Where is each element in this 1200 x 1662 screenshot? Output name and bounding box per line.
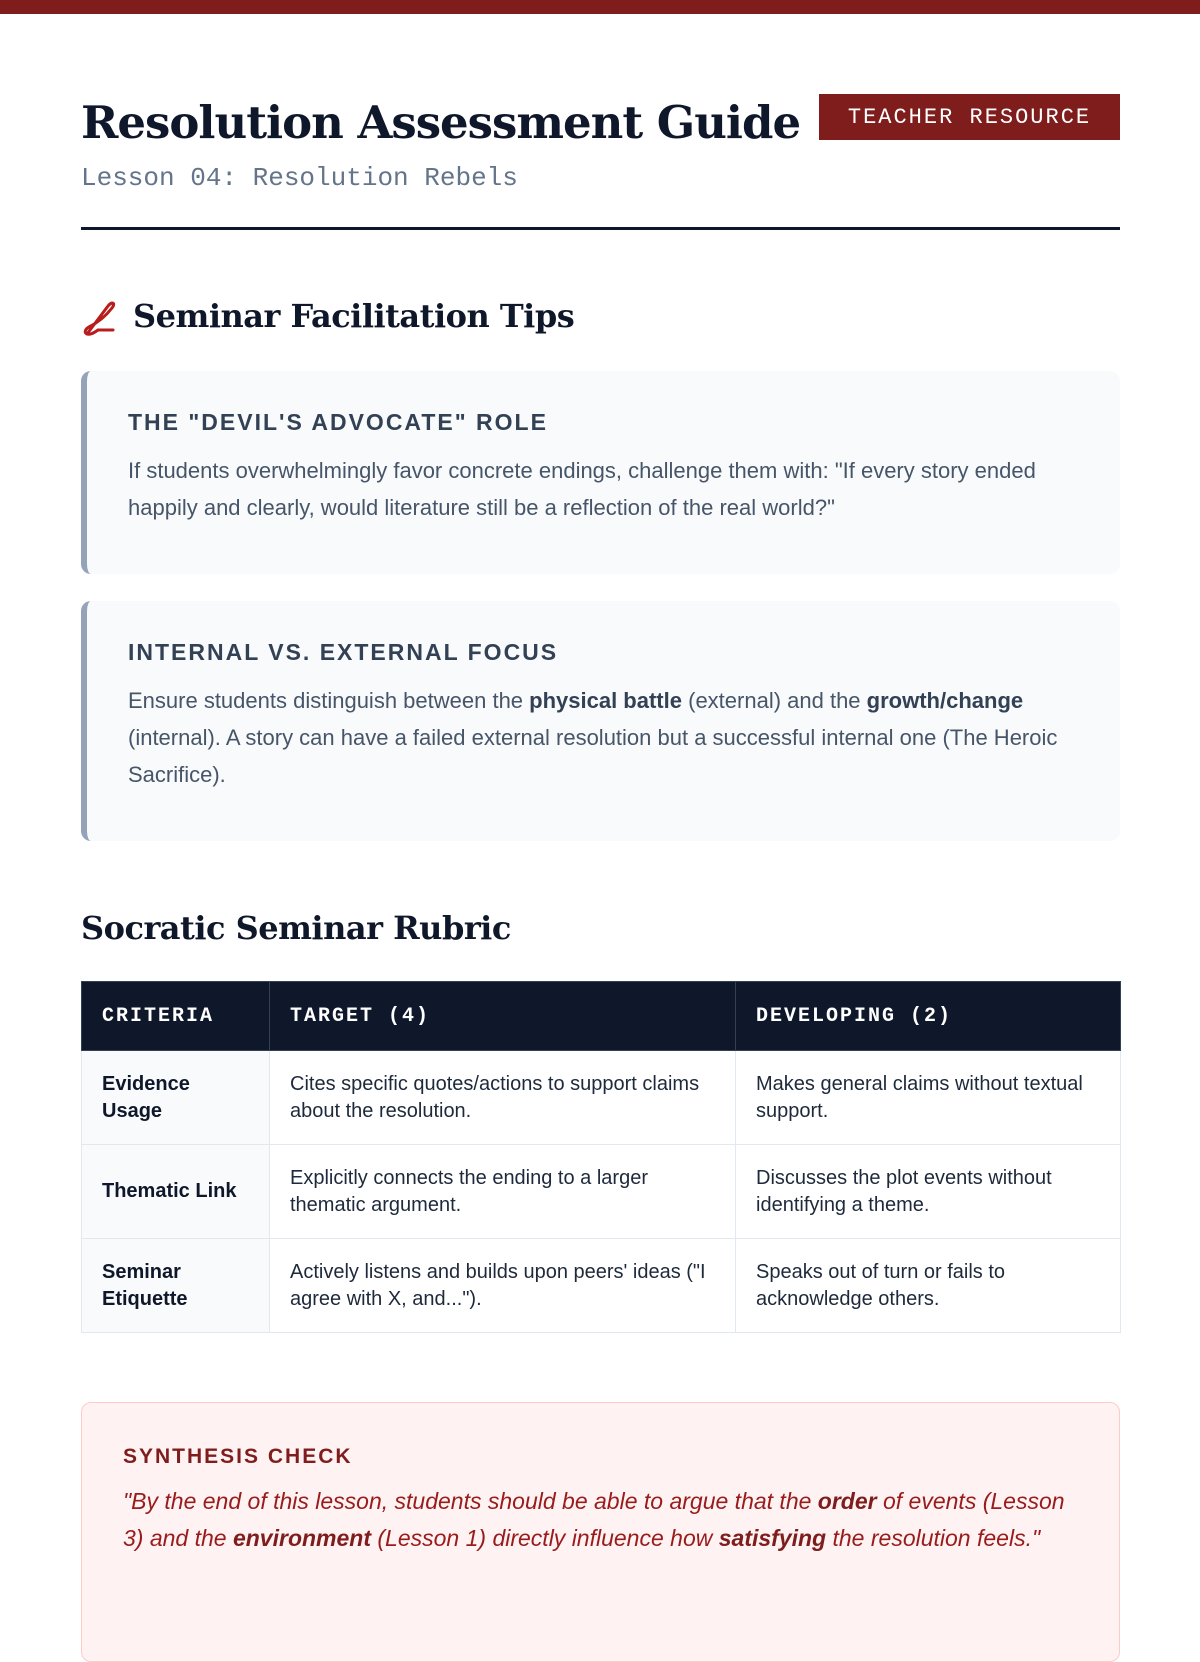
criteria-cell: Thematic Link bbox=[82, 1145, 270, 1239]
developing-cell: Makes general claims without textual support. bbox=[736, 1051, 1121, 1145]
tip-card-devils-advocate bbox=[81, 371, 1120, 574]
feather-pen-icon bbox=[81, 296, 117, 336]
tip-body bbox=[128, 682, 1080, 793]
quote-text: the resolution feels." bbox=[826, 1525, 1041, 1551]
quote-text: of events (Lesson 3) and the bbox=[123, 1488, 1065, 1551]
teacher-resource-badge: TEACHER RESOURCE bbox=[819, 94, 1120, 140]
developing-cell: Speaks out of turn or fails to acknowledge others. bbox=[736, 1239, 1121, 1333]
tip-emphasis: growth/change bbox=[866, 688, 1024, 713]
synthesis-quote bbox=[123, 1483, 1079, 1557]
target-cell: Cites specific quotes/actions to support claims about the resolution. bbox=[270, 1051, 736, 1145]
quote-text: "By the end of this lesson, students should be able to argue that the bbox=[123, 1488, 818, 1514]
criteria-cell: Seminar Etiquette bbox=[82, 1239, 270, 1333]
tip-emphasis: physical battle bbox=[529, 688, 682, 713]
quote-emphasis: order bbox=[817, 1488, 877, 1514]
tip-card-internal-external bbox=[81, 601, 1120, 841]
quote-emphasis: environment bbox=[232, 1525, 371, 1551]
target-cell: Explicitly connects the ending to a larger thematic argument. bbox=[270, 1145, 736, 1239]
synthesis-title: SYNTHESIS CHECK bbox=[123, 1445, 353, 1468]
rubric-section-title: Socratic Seminar Rubric bbox=[81, 909, 511, 947]
column-header-criteria: CRITERIA bbox=[82, 982, 270, 1051]
criteria-cell: Evidence Usage bbox=[82, 1051, 270, 1145]
tips-section-title: Seminar Facilitation Tips bbox=[133, 297, 575, 335]
quote-text: (Lesson 1) directly influence how bbox=[371, 1525, 719, 1551]
tip-text: (internal). A story can have a failed external resolution but a successful internal one (The Heroic Sacrifice). bbox=[128, 725, 1058, 787]
tip-title: THE "DEVIL'S ADVOCATE" ROLE bbox=[128, 409, 548, 435]
tips-section-header bbox=[81, 296, 574, 336]
table-row bbox=[82, 1145, 1121, 1239]
developing-cell: Discusses the plot events without identifying a theme. bbox=[736, 1145, 1121, 1239]
tip-body: If students overwhelmingly favor concrete endings, challenge them with: "If every story ended happily and clearly, would literature still be a reflection of the real world?" bbox=[128, 458, 1036, 520]
column-header-target: TARGET (4) bbox=[270, 982, 736, 1051]
tip-title: INTERNAL VS. EXTERNAL FOCUS bbox=[128, 639, 559, 665]
page-header bbox=[81, 0, 1120, 230]
lesson-subtitle: Lesson 04: Resolution Rebels bbox=[81, 163, 518, 193]
page bbox=[81, 0, 1120, 1551]
synthesis-check-box bbox=[81, 1402, 1120, 1662]
rubric-table bbox=[81, 981, 1121, 1333]
rubric-header-row bbox=[82, 982, 1121, 1051]
column-header-developing: DEVELOPING (2) bbox=[736, 982, 1121, 1051]
target-cell: Actively listens and builds upon peers' ideas ("I agree with X, and..."). bbox=[270, 1239, 736, 1333]
quote-emphasis: satisfying bbox=[718, 1525, 827, 1551]
table-row bbox=[82, 1239, 1121, 1333]
page-title: Resolution Assessment Guide bbox=[81, 96, 801, 149]
table-row bbox=[82, 1051, 1121, 1145]
tip-text: (external) and the bbox=[682, 688, 867, 713]
tip-text: Ensure students distinguish between the bbox=[128, 688, 530, 713]
